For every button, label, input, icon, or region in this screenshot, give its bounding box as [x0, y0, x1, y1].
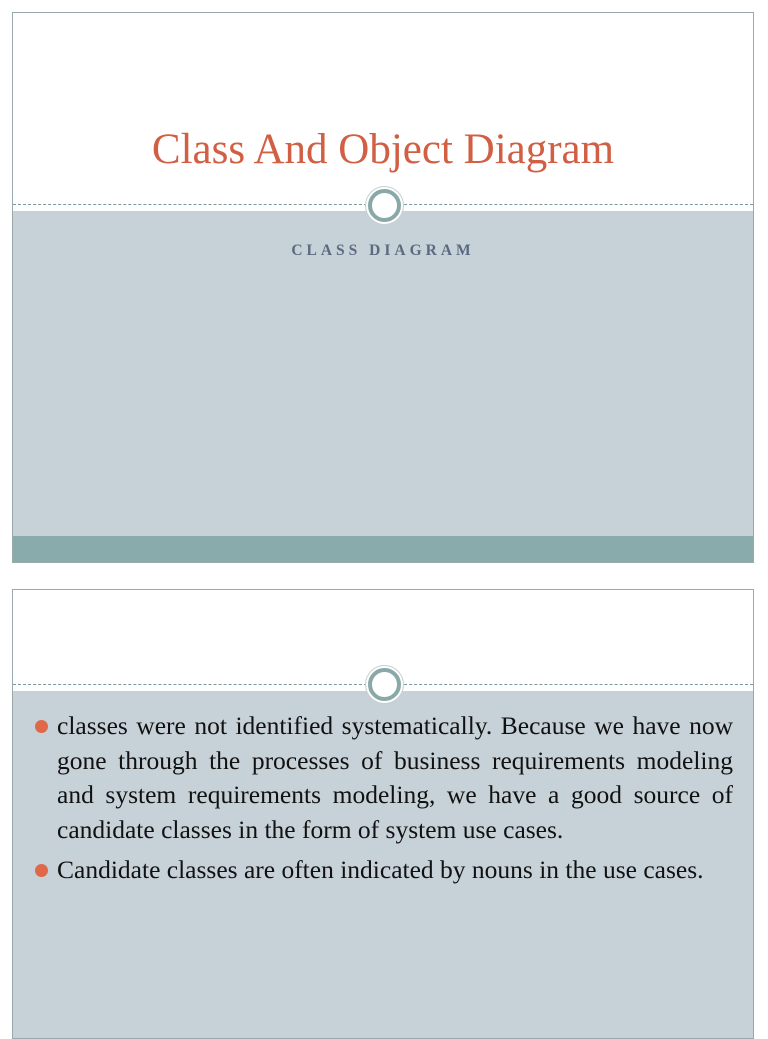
bottom-band [13, 536, 753, 562]
circle-ornament-icon [368, 189, 401, 222]
slide-title: Class And Object Diagram [151, 126, 615, 173]
bullet-item [31, 709, 733, 847]
bullet-text: classes were not identified systematically. Because we have now gone through the processes of business requirements modeling and system requirements modeling, we have a good source of candidate classes in the form of system use cases. [57, 711, 733, 844]
bullet-list [31, 709, 733, 894]
slide-1 [12, 12, 754, 563]
bullet-item [31, 853, 733, 888]
slide-2 [12, 589, 754, 1039]
bullet-text: Candidate classes are often indicated by nouns in the use cases. [57, 855, 704, 884]
bullet-icon [35, 864, 48, 877]
slide-subtitle: CLASS DIAGRAM [291, 242, 475, 259]
bullet-icon [35, 720, 48, 733]
circle-ornament-icon [368, 668, 401, 701]
